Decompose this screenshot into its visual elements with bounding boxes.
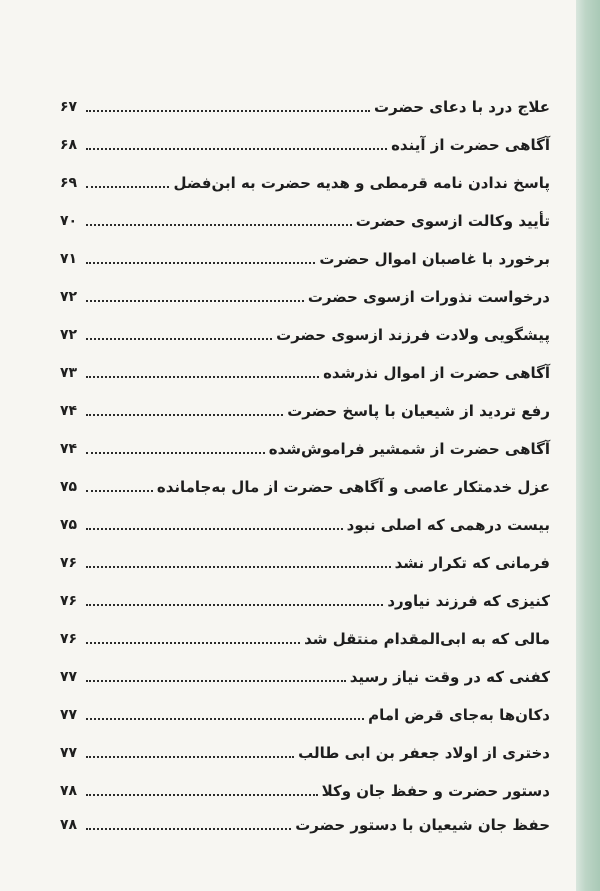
toc-entry-page-number: ۷۴ [60, 403, 78, 419]
toc-entry [60, 278, 550, 308]
dot-leader [86, 718, 364, 720]
toc-entry-page-number: ۷۷ [60, 745, 78, 761]
dot-leader [86, 490, 153, 492]
toc-entry-page-number: ۷۳ [60, 365, 78, 381]
toc-entry-page-number: ۷۲ [60, 327, 78, 343]
toc-entry-page-number: ۷۷ [60, 707, 78, 723]
toc-entry-title: علاج درد با دعای حضرت [374, 98, 550, 116]
toc-entry-page-number: ۶۷ [60, 99, 78, 115]
dot-leader [86, 566, 391, 568]
toc-entry-title: آگاهی حضرت از آینده [391, 136, 550, 154]
toc-entry [60, 658, 550, 688]
toc-entry [60, 620, 550, 650]
toc-entry-title: درخواست نذورات ازسوی حضرت [307, 288, 550, 306]
toc-entry-title: فرمانی که تکرار نشد [394, 554, 550, 572]
dot-leader [86, 376, 319, 378]
toc-entry [60, 506, 550, 536]
toc-entry-title: آگاهی حضرت از اموال نذرشده [323, 364, 550, 382]
page-edge-strip [576, 0, 600, 891]
toc-entry [60, 544, 550, 574]
toc-entry-title: برخورد با غاصبان اموال حضرت [319, 250, 550, 268]
toc-entry [60, 240, 550, 270]
toc-entry-page-number: ۷۲ [60, 289, 78, 305]
toc-entry [60, 392, 550, 422]
toc-entry [60, 696, 550, 726]
toc-entry [60, 806, 550, 836]
toc-entry-page-number: ۷۷ [60, 669, 78, 685]
toc-entry [60, 772, 550, 802]
dot-leader [86, 642, 300, 644]
dot-leader [86, 300, 304, 302]
toc-entry-title: کفنی که در وقت نیاز رسید [349, 668, 550, 686]
toc-entry [60, 202, 550, 232]
dot-leader [86, 110, 370, 112]
toc-entry-page-number: ۷۰ [60, 213, 78, 229]
toc-entry [60, 354, 550, 384]
toc-entry-title: عزل خدمتکار عاصی و آگاهی حضرت از مال به‌جامانده [156, 478, 550, 496]
toc-entry-title: رفع تردید از شیعیان با پاسخ حضرت [287, 402, 550, 420]
toc-entry [60, 734, 550, 764]
toc-entry-title: کنیزی که فرزند نیاورد [387, 592, 550, 610]
toc-entry-page-number: ۷۴ [60, 441, 78, 457]
dot-leader [86, 338, 272, 340]
toc-entry-title: مالی که به ابی‌المقدام منتقل شد [304, 630, 550, 648]
toc-entry-title: دختری از اولاد جعفر بن ابی طالب [298, 744, 550, 762]
dot-leader [86, 756, 294, 758]
dot-leader [86, 224, 352, 226]
toc-entry-title: دستور حضرت و حفظ جان وکلا [321, 782, 550, 800]
dot-leader [86, 828, 291, 830]
toc-entry [60, 164, 550, 194]
dot-leader [86, 604, 383, 606]
dot-leader [86, 414, 283, 416]
dot-leader [86, 262, 315, 264]
dot-leader [86, 528, 343, 530]
toc-entry-page-number: ۷۶ [60, 631, 78, 647]
toc-entry-page-number: ۷۵ [60, 517, 78, 533]
toc-entry-page-number: ۷۸ [60, 817, 78, 833]
toc-entry-title: پیشگویی ولادت فرزند ازسوی حضرت [276, 326, 550, 344]
toc-entry-page-number: ۷۱ [60, 251, 78, 267]
dot-leader [86, 186, 169, 188]
toc-entry-title: دکان‌ها به‌جای قرض امام [368, 706, 550, 724]
toc-entry-page-number: ۷۸ [60, 783, 78, 799]
toc-entry [60, 430, 550, 460]
toc-entry-page-number: ۶۸ [60, 137, 78, 153]
toc-entry [60, 88, 550, 118]
toc-entry [60, 582, 550, 612]
toc-entry [60, 468, 550, 498]
toc-entry-page-number: ۶۹ [60, 175, 78, 191]
dot-leader [86, 794, 318, 796]
toc-entry-title: تأیید وکالت ازسوی حضرت [355, 212, 550, 230]
toc-entry-page-number: ۷۵ [60, 479, 78, 495]
toc-entry-title: حفظ جان شیعیان با دستور حضرت [295, 816, 550, 834]
toc-entry [60, 316, 550, 346]
toc-entry-title: آگاهی حضرت از شمشیر فراموش‌شده [268, 440, 550, 458]
toc-entry [60, 126, 550, 156]
toc-entry-title: پاسخ ندادن نامه قرمطی و هدیه حضرت به ابن‌فضل [173, 174, 550, 192]
toc-entry-page-number: ۷۶ [60, 593, 78, 609]
toc-entry-title: بیست درهمی که اصلی نبود [346, 516, 550, 534]
toc-entry-page-number: ۷۶ [60, 555, 78, 571]
dot-leader [86, 680, 346, 682]
dot-leader [86, 148, 387, 150]
dot-leader [86, 452, 265, 454]
